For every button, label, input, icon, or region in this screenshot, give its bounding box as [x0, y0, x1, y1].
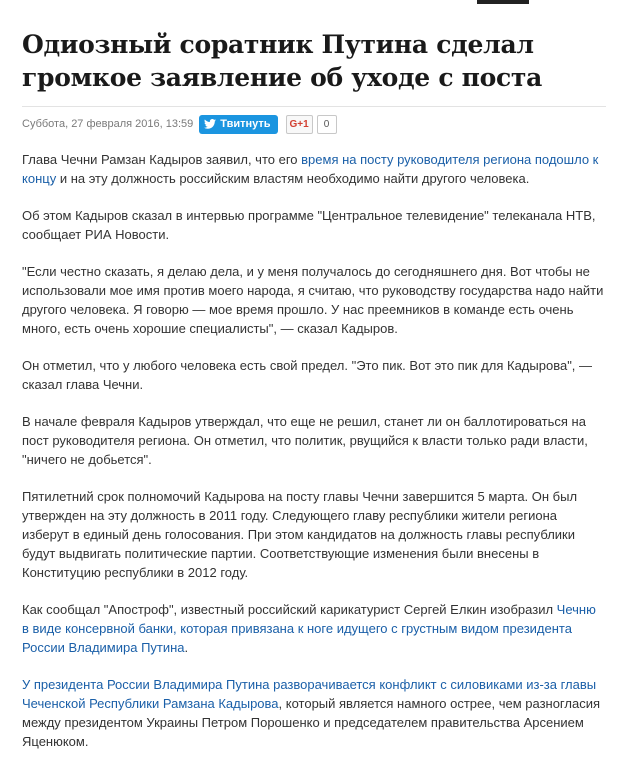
gplus-count: 0	[317, 115, 337, 134]
paragraph-8: У президента России Владимира Путина разворачивается конфликт с силовиками из-за главы Чеченской Республики Рамзана Кадырова, который является намного острее, чем разногласия между президентом Украины Петром Порошенко и председателем правительства Арсением Яценюком.	[22, 677, 601, 749]
twitter-bird-icon	[204, 119, 216, 129]
paragraph-6: Пятилетний срок полномочий Кадырова на посту главы Чечни завершится 5 марта. Он был утвержден на эту должность в 2011 году. Следующего главу республики жители региона изберут в единый день голосования. При этом кандидатов на должность главы республики будут выдвигать политические партии. Соответствующие изменения были внесены в Конституцию республики в 2012 году.	[22, 489, 578, 580]
twitter-share-button[interactable]	[199, 115, 277, 134]
paragraph-5: В начале февраля Кадыров утверждал, что еще не решил, станет ли он баллотироваться на пост руководителя региона. Он отметил, что политик, рвущийся к власти только ради власти, "ничего не добьется".	[22, 414, 588, 467]
link-conflict[interactable]: У президента России Владимира Путина разворачивается конфликт с силовиками из-за главы Чеченской Республики Рамзана Кадырова	[22, 677, 597, 711]
paragraph-7: Как сообщал "Апостроф", известный российский карикатурист Сергей Елкин изобразил Чечню в виде консервной банки, которая привязана к ноге идущего с грустным видом президента России Владимира Путина.	[22, 602, 596, 655]
article-meta	[22, 106, 606, 134]
paragraph-1: Глава Чечни Рамзан Кадыров заявил, что его время на посту руководителя региона подошло к концу и на эту должность российским властям необходимо найти другого человека.	[22, 152, 599, 186]
article	[22, 28, 606, 769]
paragraph-3: "Если честно сказать, я делаю дела, и у меня получалось до сегодняшнего дня. Вот чтобы не использовали мое имя против моего народа, я считаю, что руководству государства надо найти другого человека. Я говорю — мое время прошло. У нас преемников в команде есть очень много, есть очень хорошие специалисты", — сказал Кадыров.	[22, 264, 604, 336]
article-title: Одиозный соратник Путина сделал громкое заявление об уходе с поста	[22, 30, 543, 92]
paragraph-2: Об этом Кадыров сказал в интервью программе "Центральное телевидение" телеканала НТВ, сообщает РИА Новости.	[22, 208, 596, 242]
link-caricature[interactable]: Чечню в виде консервной банки, которая привязана к ноге идущего с грустным видом президента России Владимира Путина	[22, 602, 596, 655]
top-nav-strip	[0, 0, 626, 4]
paragraph-4: Он отметил, что у любого человека есть свой предел. "Это пик. Вот это пик для Кадырова", — сказал глава Чечни.	[22, 358, 593, 392]
twitter-share-label: Твитнуть	[220, 118, 271, 130]
active-nav-indicator	[477, 0, 529, 4]
gplus-button[interactable]: G+1	[286, 115, 313, 134]
publish-date: Суббота, 27 февраля 2016, 13:59	[22, 118, 194, 130]
link-term-end[interactable]: время на посту руководителя региона подошло к концу	[22, 152, 599, 186]
article-body	[22, 150, 606, 751]
